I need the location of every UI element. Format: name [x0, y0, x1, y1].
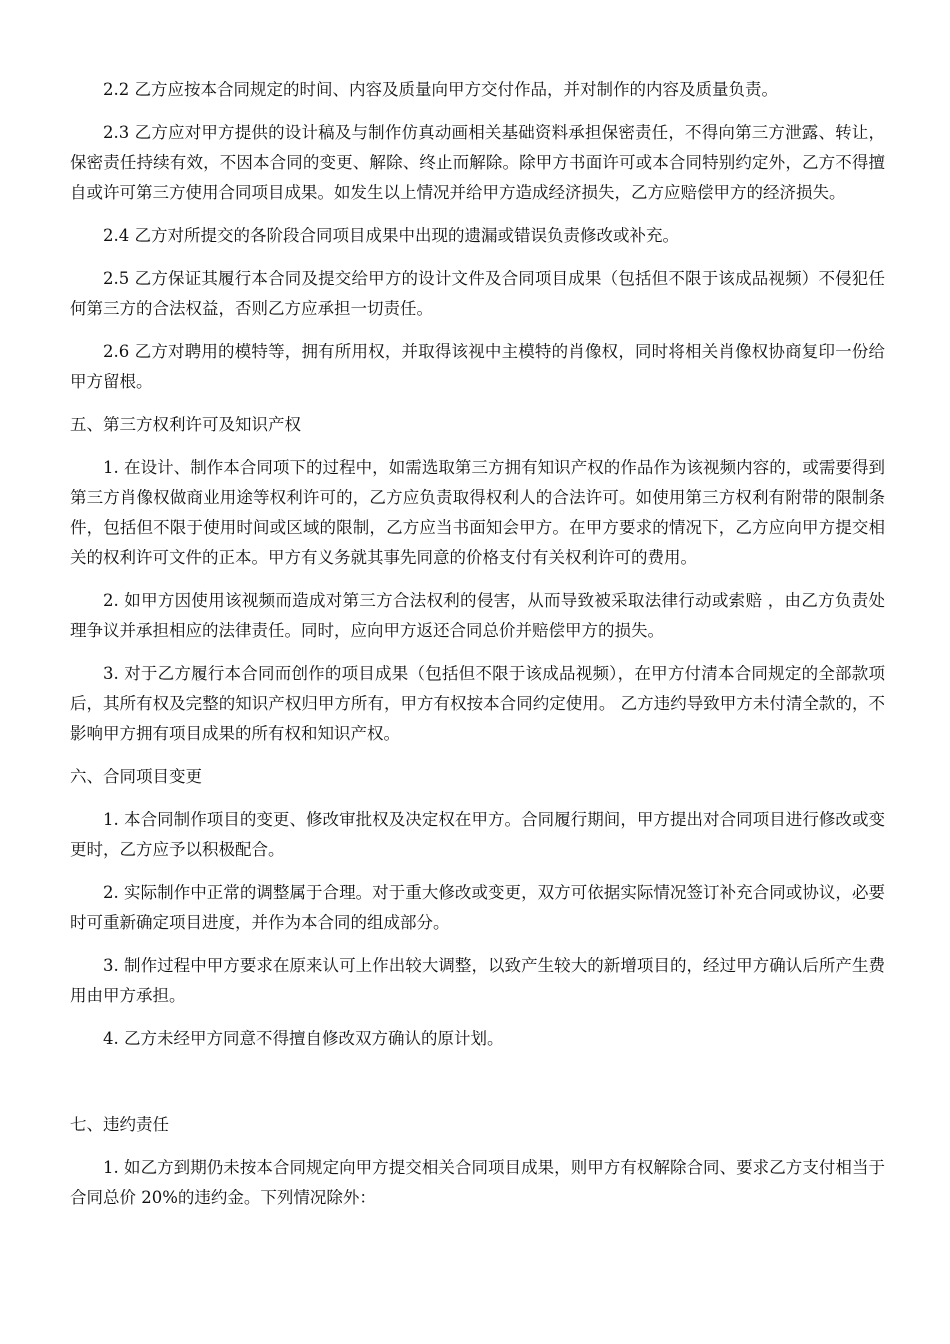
- document-page: [70, 75, 885, 1226]
- section-7-heading: 七、违约责任: [70, 1115, 169, 1134]
- section-5-clause-3: 3. 对于乙方履行本合同而创作的项目成果（包括但不限于该成品视频），在甲方付清本合同规定的全部款项后，其所有权及完整的知识产权归甲方所有，甲方有权按本合同约定使用。 乙方违约导致甲方未付清全款的，不影响甲方拥有项目成果的所有权和知识产权。: [70, 664, 885, 743]
- section-5-clause-1: 1. 在设计、制作本合同项下的过程中，如需选取第三方拥有知识产权的作品作为该视频内容的，或需要得到第三方肖像权做商业用途等权利许可的，乙方应负责取得权利人的合法许可。如使用第三方权利有附带的限制条件，包括但不限于使用时间或区域的限制，乙方应当书面知会甲方。在甲方要求的情况下，乙方应向甲方提交相关的权利许可文件的正本。甲方有义务就其事先同意的价格支付有关权利许可的费用。: [70, 458, 885, 567]
- section-5-clause-2: 2. 如甲方因使用该视频而造成对第三方合法权利的侵害，从而导致被采取法律行动或索赔 ，由乙方负责处理争议并承担相应的法律责任。同时，应向甲方返还合同总价并赔偿甲方的损失。: [70, 591, 885, 640]
- clause-2-6: 2.6 乙方对聘用的模特等，拥有所用权，并取得该视中主模特的肖像权，同时将相关肖像权协商复印一份给甲方留根。: [70, 342, 885, 391]
- section-6-clause-4: 4. 乙方未经甲方同意不得擅自修改双方确认的原计划。: [103, 1029, 504, 1048]
- section-6-clause-3: 3. 制作过程中甲方要求在原来认可上作出较大调整，以致产生较大的新增项目的，经过甲方确认后所产生费用由甲方承担。: [70, 956, 885, 1005]
- section-6-clause-2: 2. 实际制作中正常的调整属于合理。对于重大修改或变更，双方可依据实际情况签订补充合同或协议，必要时可重新确定项目进度，并作为本合同的组成部分。: [70, 883, 885, 932]
- section-gap: [70, 1067, 885, 1110]
- section-6-clause-1: 1. 本合同制作项目的变更、修改审批权及决定权在甲方。合同履行期间，甲方提出对合同项目进行修改或变更时，乙方应予以积极配合。: [70, 810, 885, 859]
- section-6-heading: 六、合同项目变更: [70, 767, 202, 786]
- clause-2-2: 2.2 乙方应按本合同规定的时间、内容及质量向甲方交付作品，并对制作的内容及质量负责。: [103, 80, 778, 99]
- clause-2-3: 2.3 乙方应对甲方提供的设计稿及与制作仿真动画相关基础资料承担保密责任，不得向第三方泄露、转让，保密责任持续有效，不因本合同的变更、解除、终止而解除。除甲方书面许可或本合同特别约定外，乙方不得擅自或许可第三方使用合同项目成果。如发生以上情况并给甲方造成经济损失，乙方应赔偿甲方的经济损失。: [70, 123, 885, 202]
- clause-2-4: 2.4 乙方对所提交的各阶段合同项目成果中出现的遗漏或错误负责修改或补充。: [103, 226, 679, 245]
- section-5-heading: 五、第三方权利许可及知识产权: [70, 415, 301, 434]
- clause-2-5: 2.5 乙方保证其履行本合同及提交给甲方的设计文件及合同项目成果（包括但不限于该成品视频）不侵犯任何第三方的合法权益，否则乙方应承担一切责任。: [70, 269, 885, 318]
- section-7-clause-1: 1. 如乙方到期仍未按本合同规定向甲方提交相关合同项目成果，则甲方有权解除合同、要求乙方支付相当于合同总价 20%的违约金。下列情况除外：: [70, 1158, 885, 1207]
